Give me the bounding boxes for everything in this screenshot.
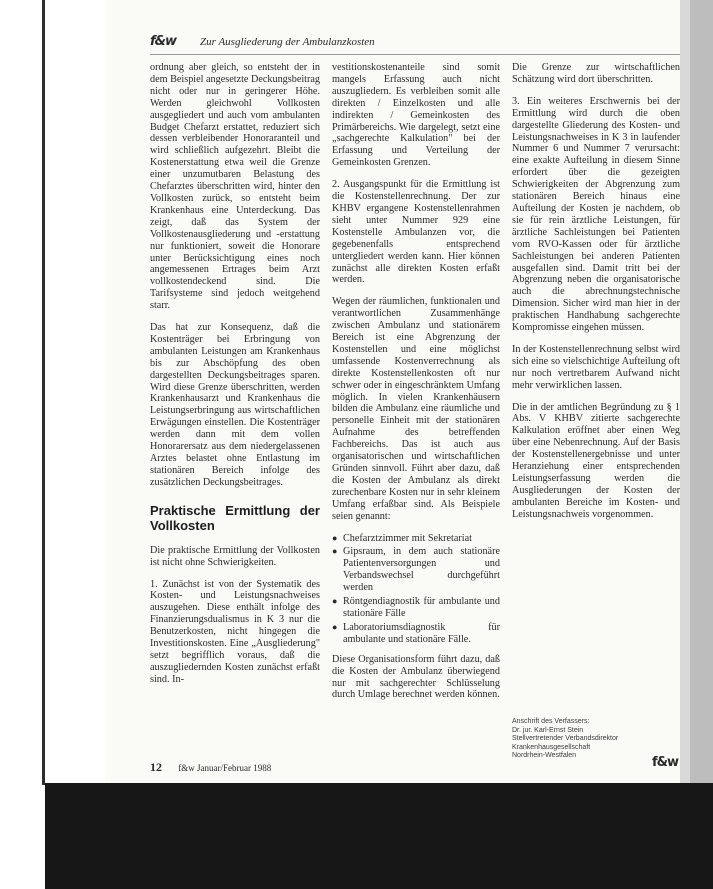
header-rule: [150, 54, 680, 55]
issue-label: f&w Januar/Februar 1988: [178, 763, 272, 773]
section-heading: Praktische Ermittlung der Vollkosten: [150, 502, 320, 533]
text-column-1: [150, 62, 320, 696]
paragraph: 2. Ausgangspunkt für die Ermittlung ist die Kostenstellenrechnung. Der zur KHBV ergangene Kostenstellenrahmen sieht unter Nummer 929 eine Kostenstelle Ambulanzen vor, die gegebenenfalls entsprechend untergliedert werden kann. Hier können zunächst alle direkten Kosten erfaßt werden.: [332, 179, 500, 286]
page-footer: [150, 760, 290, 775]
author-line: Krankenhausgesellschaft: [512, 743, 591, 751]
list-item: ● Röntgendiagnostik für ambulante und stationäre Fälle: [332, 596, 500, 620]
running-title: Zur Ausgliederung der Ambulanzkosten: [200, 36, 375, 48]
author-line: Stellvertretender Verbandsdirektor: [512, 735, 619, 742]
author-line: Nordrhein-Westfalen: [512, 752, 577, 759]
author-address: [512, 718, 672, 761]
paragraph: 1. Zunächst ist von der Systematik des Kosten- und Leistungsnachweises auszugehen. Diese enthält infolge des Finanzierungsdualismus in K 3 nur die Benutzerkosten, nicht hingegen die Investitionskosten. Eine „Ausgliederung" setzt begrifflich voraus, daß die auszugliedernden Kosten zunächst erfaßt sind. In-: [150, 578, 320, 685]
author-line: Dr. jur. Karl-Ernst Stein: [512, 726, 584, 734]
list-item: ● Chefarztzimmer mit Sekretariat: [332, 533, 500, 545]
paragraph: vestitionskostenanteile sind somit mangels Erfassung auch nicht auszugliedern. Es verbleiben somit alle direkten / Einzelkosten und alle indirekten / Gemeinkosten des Primärbereichs. Wie dargelegt, setzt eine „sachgerechte Kalkulation" bei der Erfassung und Verteilung der Gemeinkosten Grenzen.: [332, 62, 500, 169]
paragraph: Wegen der räumlichen, funktionalen und verantwortlichen Zusammenhänge zwischen Ambulanz und stationärem Bereich ist eine Abgrenzung der Kostenstellen und eine möglichst umfassende Kostenverrechnung als direkte Kostenstellenkosten oft nur schwer oder in eingeschränktem Umfang möglich. In vielen Krankenhäusern bilden die Ambulanz eine räumliche und personelle Einheit mit der stationären Aufnahme des betreffenden Fachbereichs. Das ist auch aus organisatorischen und wirtschaftlichen Gründen sinnvoll. Führt aber dazu, daß die Kosten der Ambulanz als direkt zurechenbare Kosten nur in sehr kleinem Umfang erfaßbar sind. Als Beispiele seien genannt:: [332, 296, 500, 522]
paragraph: ordnung aber gleich, so entsteht der in dem Beispiel angesetzte Deckungsbeitrag nicht oder nur in geringerer Höhe. Werden gleichwohl Vollkosten ausgegliedert und auch vom ambulanten Budget Chefarzt erstattet, reduziert sich dessen verbleibender Honoraranteil und wird schließlich aufgezehrt. Bleibt die Kostenerstattung etwa weil die Grenze einer unzumutbaren Belastung des Chefarztes überschritten wird, hinter den Vollkosten zurück, so entsteht beim Krankenhaus eine Unterdeckung. Das zeigt, daß das System der Vollkostenausgliederung und -erstattung nur funktioniert, soweit die Honorare unter Berücksichtigung eines noch angemessenen Ertrages beim Arzt vollkostendeckend sind. Die Tarifsysteme sind jedoch weitgehend starr.: [150, 62, 321, 312]
journal-logo: f&w: [150, 34, 177, 49]
text-column-2: [332, 62, 500, 711]
text-column-3: [512, 62, 680, 531]
paragraph: Diese Organisationsform führt dazu, daß die Kosten der Ambulanz überwiegend nur mit sachgerechter Schlüsselung durch Umlage berechnet werden können.: [332, 653, 500, 701]
scan-edge-right-shadow: [690, 0, 713, 889]
page-header: [150, 34, 680, 50]
paragraph: Das hat zur Konsequenz, daß die Kostenträger bei Erbringung von ambulanten Leistungen am Krankenhaus bis zur Abschöpfung des oben dargestellten Deckungsbeitrages sparen. Wird diese Grenze überschritten, werden Krankenhausarzt und Krankenhaus die Leistungserbringung aus wirtschaftlichen Erwägungen einstellen. Die Kostenträger werden dann mit dem vollen Honorarersatz aus dem niedergelassenen Arztes belastet ohne Entlastung im stationären Bereich infolge des zusätzlichen Deckungsbeitrages.: [150, 322, 320, 488]
paragraph: 3. Ein weiteres Erschwernis bei der Ermittlung wird durch die oben dargestellte Gliederung des Kosten- und Leistungsnachweises in K 3 in laufender Nummer 6 und Nummer 7 verursacht: eine exakte Aufteilung in diesem Sinne erfordert über die gezeigten Schwierigkeiten der Abgrenzung zum stationären Bereich hinaus eine Aufteilung der Kosten je nachdem, ob sie für rein ärztliche Leistungen, für ärztliche Sachleistungen bei Patienten vom RVO-Kassen oder für ärztliche Sachleistungen bei anderen Patienten ausgefallen sind. Damit tritt bei der Abgrenzung neben die organisatorische auch die abrechnungstechnische Dimension. Sicher wird man hier in der praktischen Handhabung sachgerechte Kompromisse eingehen müssen.: [512, 95, 680, 334]
paragraph: Die Grenze zur wirtschaftlichen Schätzung wird dort überschritten.: [512, 62, 680, 85]
list-item: ● Laboratoriumsdiagnostik für ambulante und stationäre Fälle.: [332, 622, 500, 646]
author-label: Anschrift des Verfassers:: [512, 718, 590, 725]
paragraph: In der Kostenstellenrechnung selbst wird sich eine so vielschichtige Aufteilung oft nur noch vertretbarem Aufwand nicht mehr verwirklichen lassen.: [512, 343, 680, 391]
scan-background-bottom: [45, 783, 713, 889]
footer-logo: f&w: [652, 755, 679, 770]
page-margin-left: [45, 0, 105, 785]
list-item: ● Gipsraum, in dem auch stationäre Patientenversorgungen und Verbandswechsel durchgeführt werden: [332, 546, 500, 594]
page-number: 12: [150, 760, 162, 774]
paragraph: Die in der amtlichen Begründung zu § 1 Abs. V KHBV zitierte sachgerechte Kalkulation eröffnet aber einen Weg über eine Nebenrechnung. Auf der Basis der Kostenstellenergebnisse und unter Heranziehung einer entsprechenden Leistungserfassung werden die Ausgliederungen der Kosten der ambulanten Bereiche im Kosten- und Leistungsnachweis vorgenommen.: [512, 401, 680, 520]
bullet-list: [332, 533, 500, 646]
paragraph: Die praktische Ermittlung der Vollkosten ist nicht ohne Schwierigkeiten.: [150, 544, 320, 568]
